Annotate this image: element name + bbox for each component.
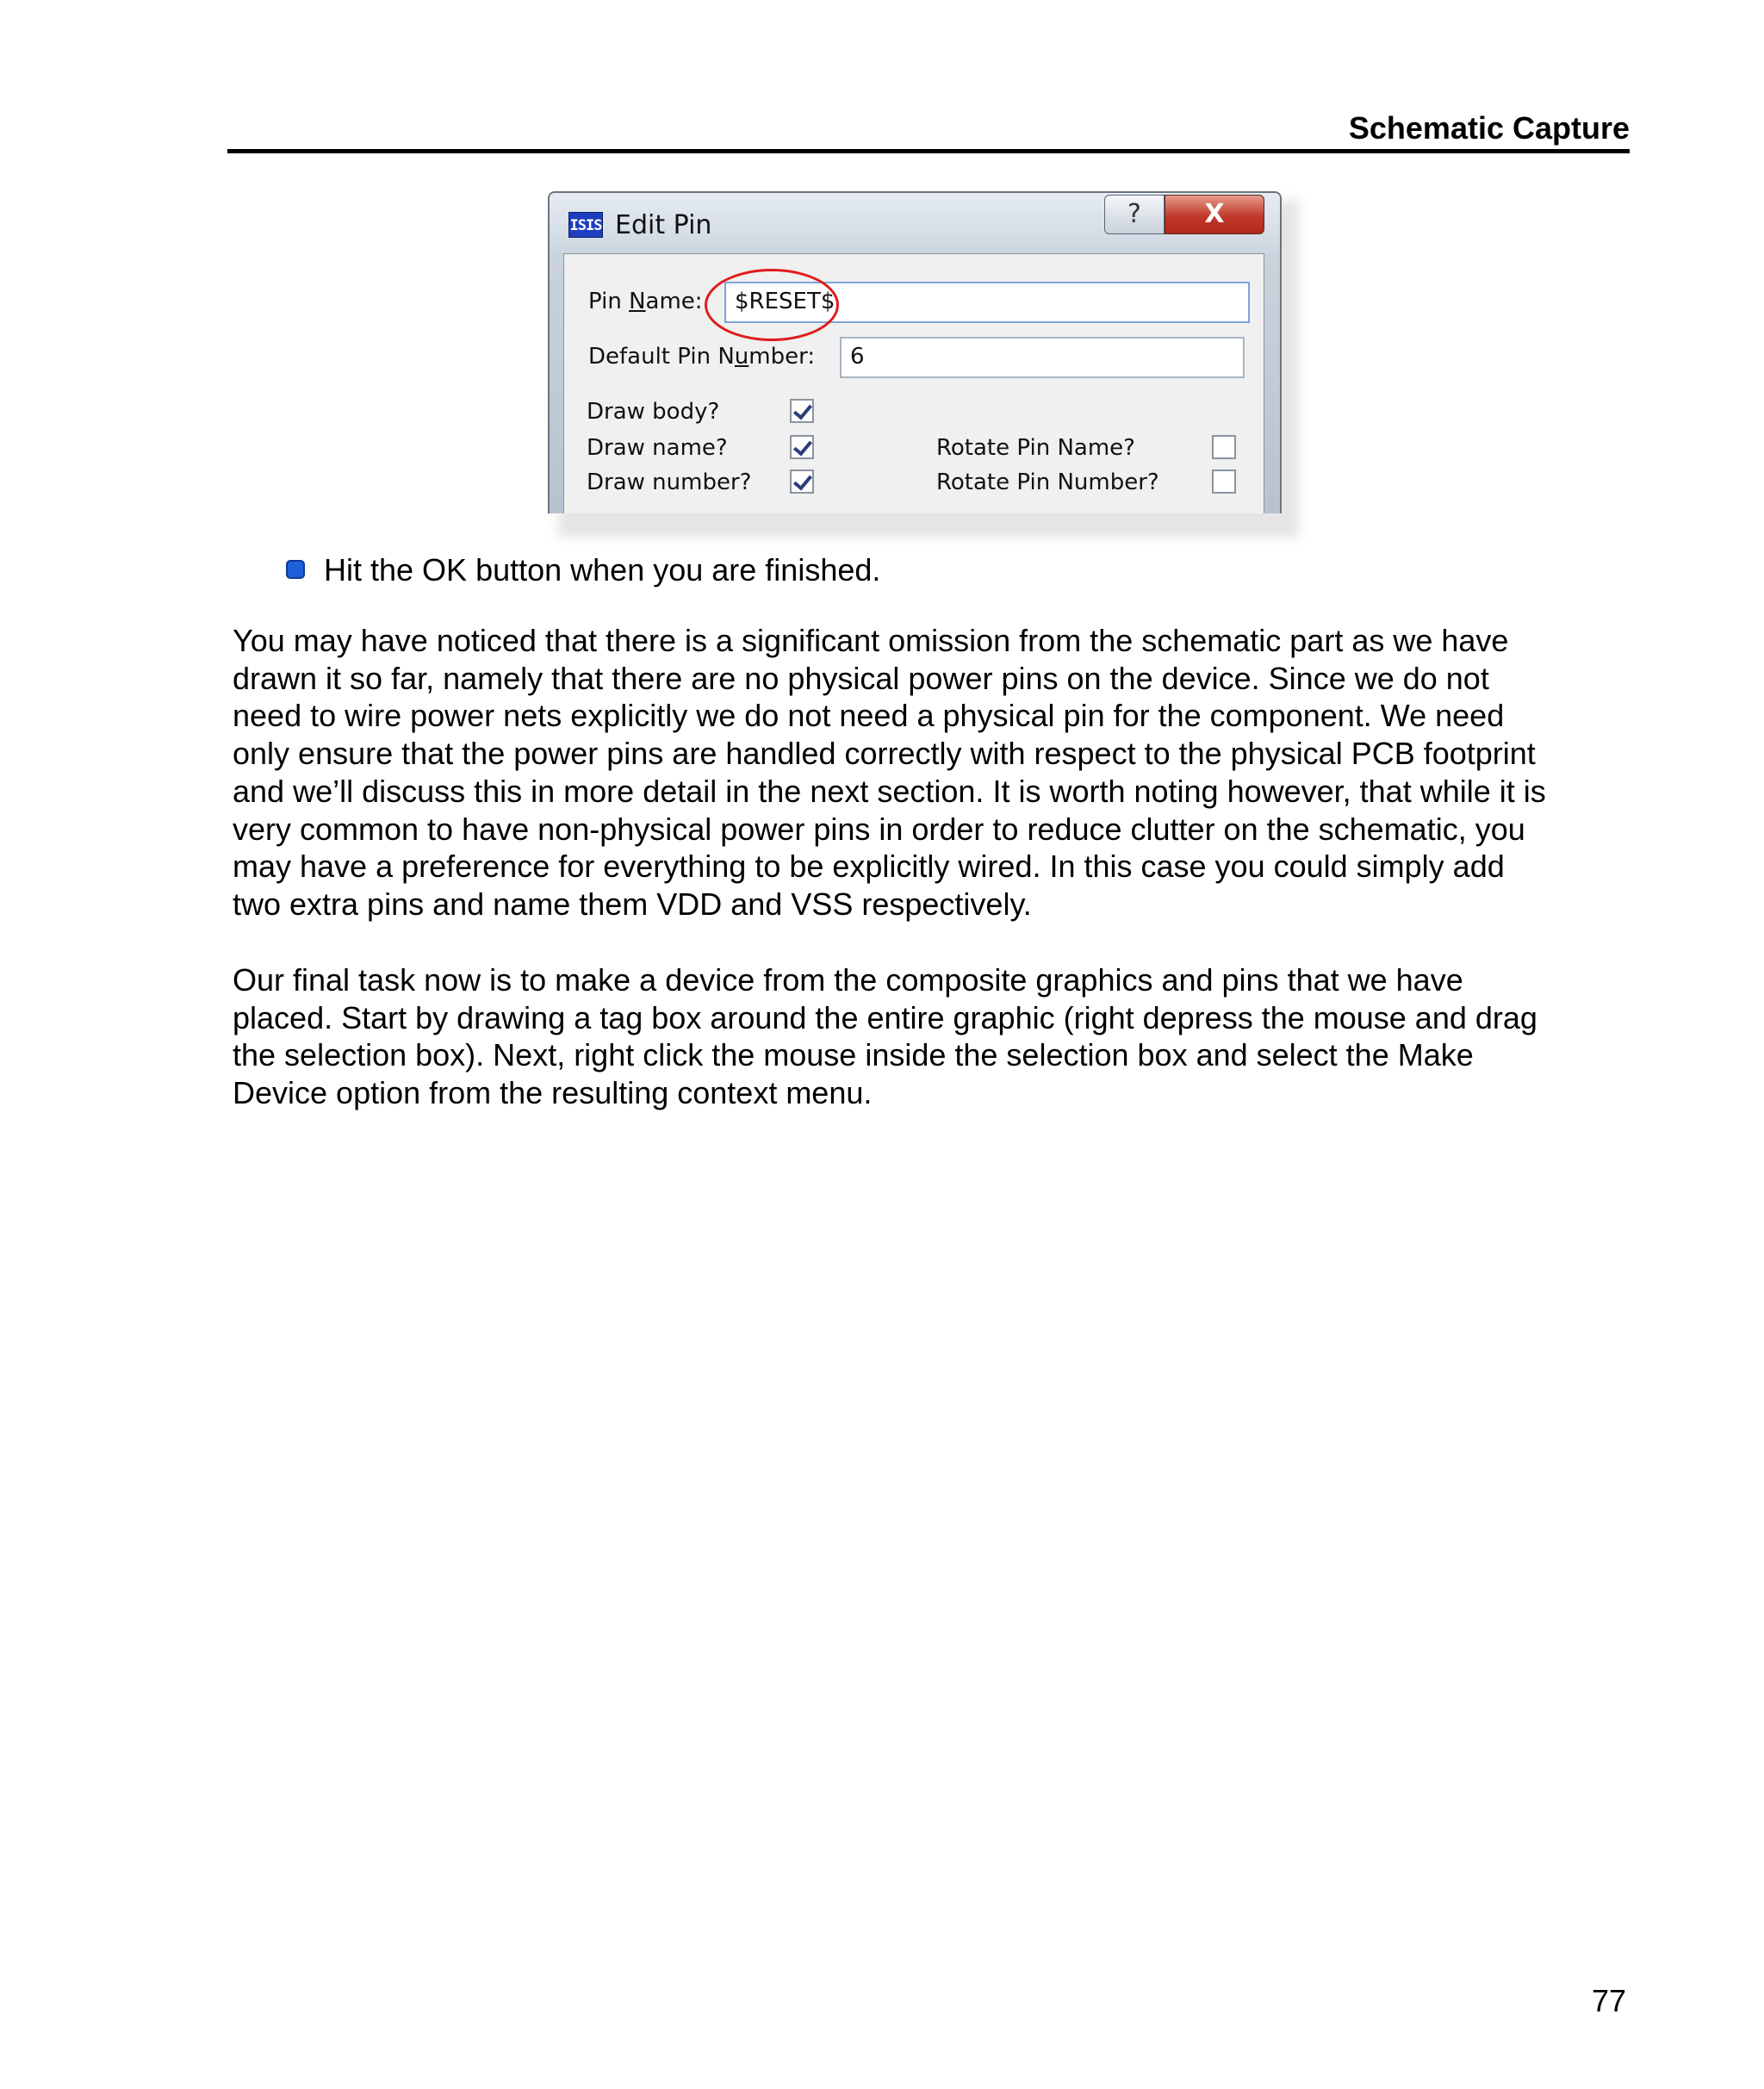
rotate-pin-number-label: Rotate Pin Number? <box>936 469 1159 495</box>
paragraph-line: Our final task now is to make a device from the composite graphics and pins that we have <box>233 962 1463 998</box>
draw-number-label: Draw number? <box>587 469 752 495</box>
bullet-text: Hit the OK button when you are finished. <box>324 552 881 588</box>
paragraph-line: and we’ll discuss this in more detail in the next section. It is worth noting however, that while it is <box>233 773 1546 809</box>
paragraph-line: You may have noticed that there is a significant omission from the schematic part as we have <box>233 623 1509 658</box>
default-pin-number-input[interactable]: 6 <box>840 337 1245 378</box>
pin-name-input[interactable]: $RESET$ <box>724 282 1250 323</box>
rotate-pin-number-checkbox[interactable] <box>1212 469 1236 494</box>
paragraph-line: two extra pins and name them VDD and VSS respectively. <box>233 886 1032 922</box>
paragraph-line: Device option from the resulting context menu. <box>233 1075 873 1111</box>
paragraph-line: need to wire power nets explicitly we do not need a physical pin for the component. We need <box>233 698 1505 734</box>
draw-number-checkbox[interactable] <box>790 469 814 494</box>
draw-body-label: Draw body? <box>587 399 720 425</box>
draw-body-checkbox[interactable] <box>790 399 814 423</box>
paragraph-make-device <box>233 961 1645 1112</box>
pin-name-label: Pin Name: <box>588 289 703 314</box>
draw-name-label: Draw name? <box>587 435 728 461</box>
paragraph-line: may have a preference for everything to be explicitly wired. In this case you could simply add <box>233 849 1505 885</box>
dialog-client-area <box>563 253 1264 513</box>
help-button[interactable]: ? <box>1104 195 1165 234</box>
edit-pin-dialog <box>548 191 1282 513</box>
rotate-pin-name-label: Rotate Pin Name? <box>936 435 1135 461</box>
close-button[interactable]: X <box>1165 195 1264 234</box>
paragraph-line: drawn it so far, namely that there are no physical power pins on the device. Since we do not <box>233 660 1489 696</box>
header-rule <box>227 149 1630 153</box>
paragraph-line: only ensure that the power pins are handled correctly with respect to the physical PCB footprint <box>233 736 1536 772</box>
highlight-circle <box>705 269 839 341</box>
square-bullet-icon <box>286 560 305 579</box>
paragraph-line: placed. Start by drawing a tag box around the entire graphic (right depress the mouse and drag <box>233 999 1537 1035</box>
section-title: Schematic Capture <box>1348 110 1630 146</box>
page-number: 77 <box>1591 1983 1626 2018</box>
paragraph-line: very common to have non-physical power pins in order to reduce clutter on the schematic, you <box>233 811 1525 847</box>
paragraph-power-pins <box>233 622 1645 923</box>
dialog-title: Edit Pin <box>615 210 712 240</box>
draw-name-checkbox[interactable] <box>790 435 814 459</box>
default-pin-number-label: Default Pin Number: <box>588 344 816 370</box>
paragraph-line: the selection box). Next, right click the mouse inside the selection box and select the Make <box>233 1037 1474 1073</box>
rotate-pin-name-checkbox[interactable] <box>1212 435 1236 459</box>
isis-app-icon: ISIS <box>568 212 603 238</box>
dialog-titlebar[interactable] <box>550 193 1280 253</box>
